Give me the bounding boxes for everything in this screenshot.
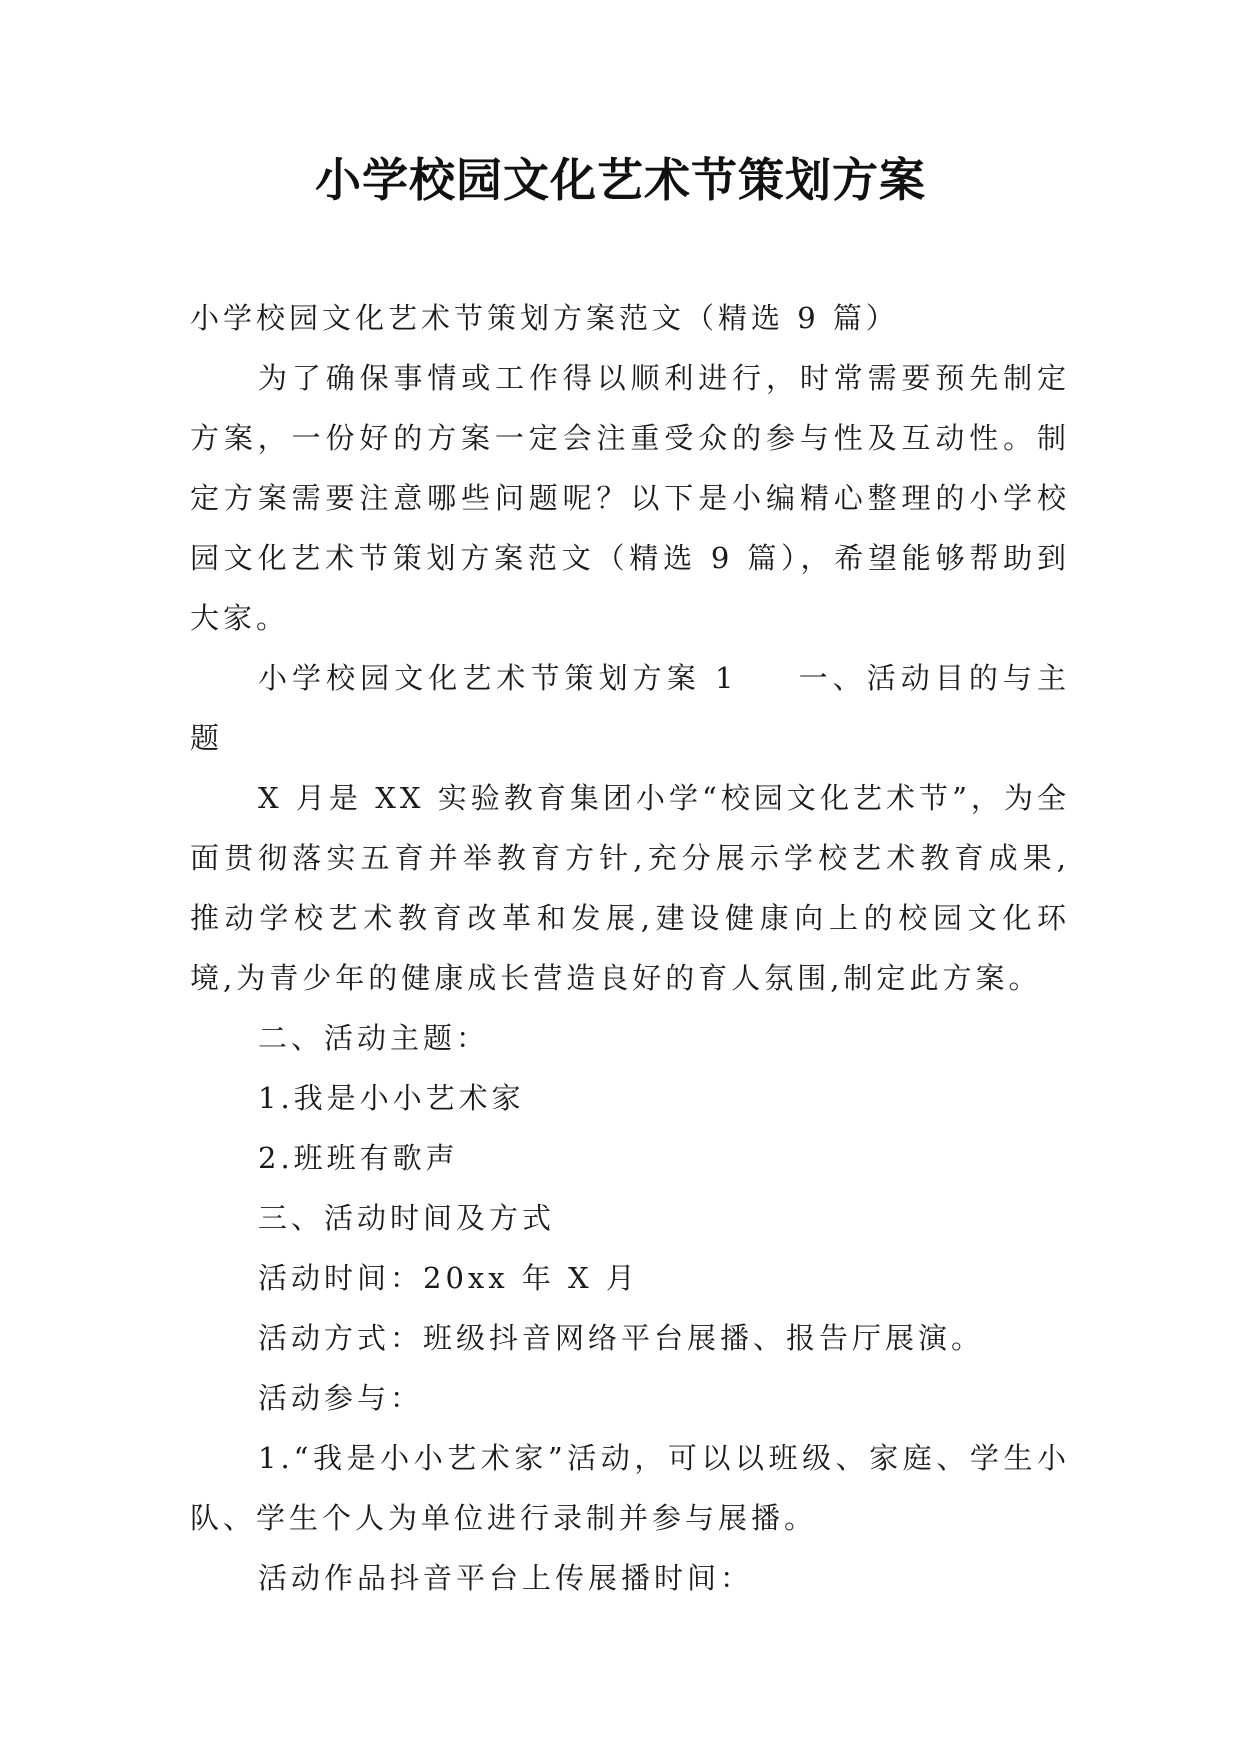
time-heading: 三、活动时间及方式: [258, 1201, 556, 1235]
participation-heading: 活动参与：: [258, 1381, 424, 1415]
upload-time: 活动作品抖音平台上传展播时间：: [258, 1561, 754, 1595]
purpose-paragraph: X 月是 XX 实验教育集团小学“校园文化艺术节”，为全面贯彻落实五育并举教育方针,充分展示学校艺术教育成果,推动学校艺术教育改革和发展,建设健康向上的校园文化环境,为青少年的健康成长营造良好的育人氛围,制定此方案。: [190, 781, 1070, 995]
participation-item-1: 1.“我是小小艺术家”活动，可以以班级、家庭、学生小队、学生个人为单位进行录制并参与展播。: [190, 1441, 1070, 1535]
activity-method: 活动方式：班级抖音网络平台展播、报告厅展演。: [258, 1321, 985, 1355]
intro-paragraph: 为了确保事情或工作得以顺利进行，时常需要预先制定方案，一份好的方案一定会注重受众的参与性及互动性。制定方案需要注意哪些问题呢？以下是小编精心整理的小学校园文化艺术节策划方案范文（精选 9 篇），希望能够帮助到大家。: [190, 361, 1070, 635]
section-title: 小学校园文化艺术节策划方案 1: [258, 661, 738, 695]
document-body: [190, 288, 1070, 1608]
activity-time: 活动时间：20xx 年 X 月: [258, 1261, 639, 1295]
theme-item-1: 1.我是小小艺术家: [258, 1081, 525, 1115]
theme-heading: 二、活动主题：: [258, 1021, 490, 1055]
section-subheading: 一、活动目的与主题: [190, 661, 1070, 755]
subtitle-paragraph: 小学校园文化艺术节策划方案范文（精选 9 篇）: [190, 301, 899, 335]
theme-item-2: 2.班班有歌声: [258, 1141, 459, 1175]
document-title: 小学校园文化艺术节策划方案: [315, 153, 926, 207]
section-heading-line: [190, 648, 1070, 768]
